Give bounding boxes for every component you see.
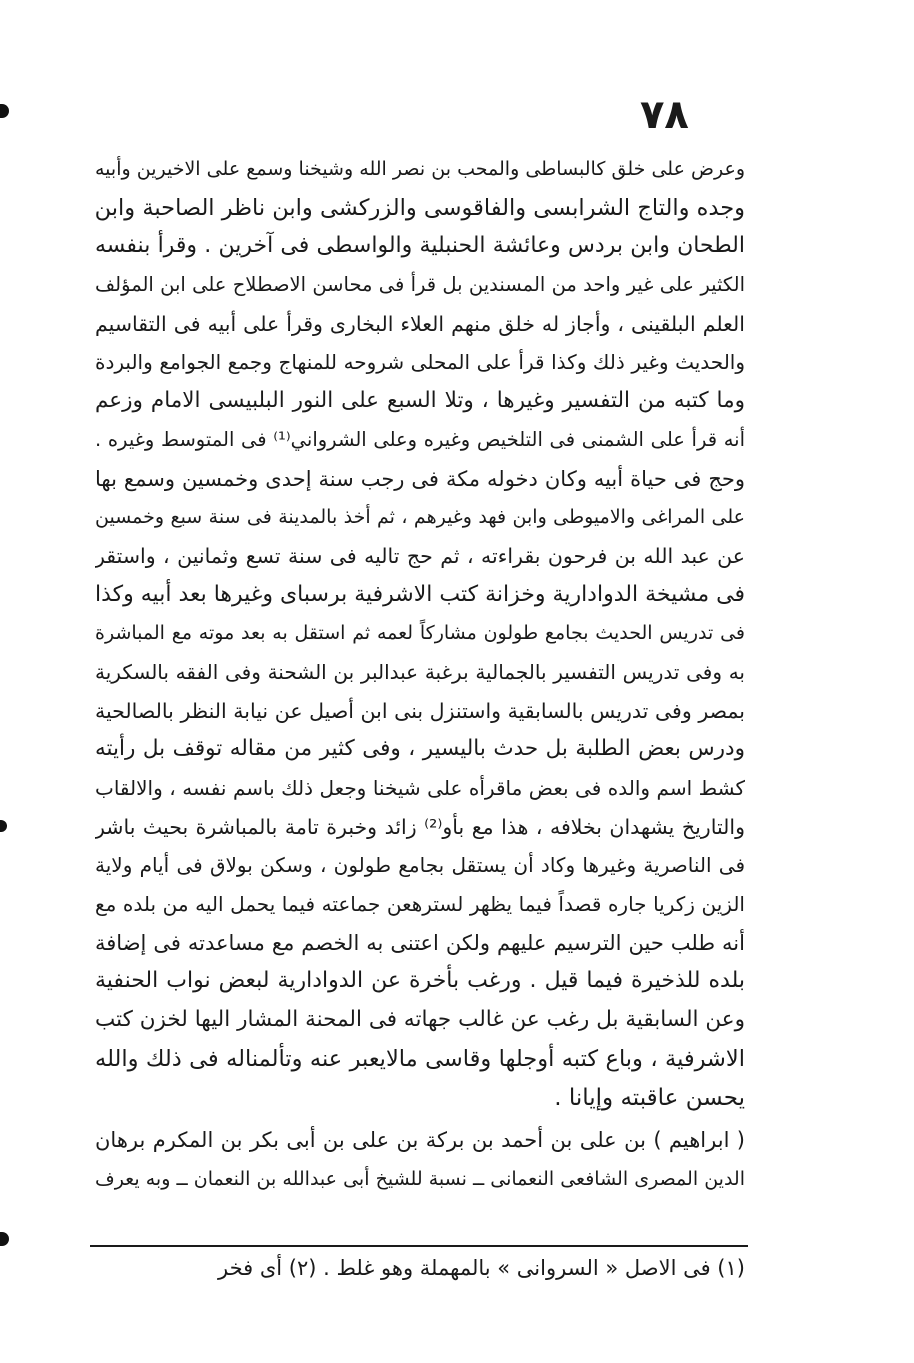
text-line: على المراغى والاميوطى وابن فهد وغيرهم ، ثم أخذ بالمدينة فى سنة سبع وخمسين [95, 506, 745, 529]
text-line: يحسن عاقبته وإيانا . [554, 1084, 745, 1111]
entry-line: الدين المصرى الشافعى النعمانى ــ نسبة للشيخ أبى عبدالله بن النعمان ــ وبه يعرف [95, 1167, 745, 1190]
entry-line: ( ابراهيم ) بن على بن أحمد بن بركة بن على بن أبى بكر بن المكرم برهان [95, 1128, 745, 1153]
edge-mark [0, 820, 7, 832]
text-line: بمصر وفى تدريس بالسابقية واستنزل بنى ابن أصيل عن نيابة النظر بالصالحية [95, 698, 745, 723]
text-line: فى مشيخة الدوادارية وخزانة كتب الاشرفية برسباى وغيرها بعد أبيه وكذا [95, 581, 745, 607]
edge-mark [0, 104, 9, 118]
footnote-divider [90, 1245, 748, 1247]
text-line: الزين زكريا جاره قصداً فيما يظهر لسترهعن جماعته فيما يحمل اليه من بلده مع [95, 892, 745, 917]
text-line: وعن السابقية بل رغب عن غالب جهاته فى المحنة المشار اليها لخزن كتب [95, 1007, 745, 1033]
text-line: وحج فى حياة أبيه وكان دخوله مكة فى رجب سنة إحدى وخمسين وسمع بها [95, 466, 745, 491]
text-line: فى الناصرية وغيرها وكاد أن يستقل بجامع طولون ، وسكن بولاق فى أيام ولاية [95, 853, 745, 878]
text-line: الكثير على غير واحد من المسندين بل قرأ فى محاسن الاصطلاح على ابن المؤلف [95, 273, 745, 297]
text-line: بلده للذخيرة فيما قيل . ورغب بأخرة عن الدوادارية لبعض نواب الحنفية [95, 968, 745, 994]
text-line: وما كتبه من التفسير وغيرها ، وتلا السبع على النور البلبيسى الامام وزعم [95, 388, 745, 414]
text-line: كشط اسم والده فى بعض ماقرأه على شيخنا وجعل ذلك باسم نفسه ، والالقاب [95, 776, 745, 800]
footnotes: (١) فى الاصل « السروانى » بالمهملة وهو غلط . (٢) أى فخر [218, 1256, 745, 1280]
edge-mark [0, 1232, 9, 1246]
body-text [95, 150, 745, 1199]
text-line: أنه قرأ على الشمنى فى التلخيص وغيره وعلى الشرواني⁽¹⁾ فى المتوسط وغيره . [95, 427, 745, 451]
text-line: وعرض على خلق كالبساطى والمحب بن نصر الله وشيخنا وسمع على الاخيرين وأبيه [95, 158, 745, 180]
text-line: والتاريخ يشهدان بخلافه ، هذا مع بأو⁽²⁾ زائد وخبرة تامة بالمباشرة بحيث باشر [95, 814, 745, 839]
page-number: ٧٨ [640, 92, 689, 138]
text-line: أنه طلب حين الترسيم عليهم ولكن اعتنى به الخصم مع مساعدته فى إضافة [95, 930, 745, 955]
text-line: عن عبد الله بن فرحون بقراءته ، ثم حج تاليه فى سنة تسع وثمانين ، واستقر [95, 543, 745, 568]
text-line: العلم البلقينى ، وأجاز له خلق منهم العلاء البخارى وقرأ على أبيه فى التقاسيم [95, 311, 745, 336]
text-line: ودرس بعض الطلبة بل حدث باليسير ، وفى كثير من مقاله توقف بل رأيته [95, 736, 745, 762]
text-line: الطحان وابن بردس وعائشة الحنبلية والواسطى فى آخرين . وقرأ بنفسه [95, 233, 745, 259]
text-line: والحديث وغير ذلك وكذا قرأ على المحلى شروحه للمنهاج وجمع الجوامع والبردة [95, 350, 745, 375]
text-line: فى تدريس الحديث بجامع طولون مشاركاً لعمه ثم استقل به بعد موته مع المباشرة [95, 622, 745, 645]
text-line: وجده والتاج الشرابسى والفاقوسى والزركشى وابن ناظر الصاحبة وابن [95, 194, 745, 221]
biography-entry [95, 1121, 745, 1198]
text-line: الاشرفية ، وباع كتبه أوجلها وقاسى مالايعبر عنه وتألمناله فى ذلك والله [95, 1045, 745, 1072]
text-line: به وفى تدريس التفسير بالجمالية برغبة عبدالبر بن الشحنة وفى الفقه بالسكرية [95, 659, 745, 684]
